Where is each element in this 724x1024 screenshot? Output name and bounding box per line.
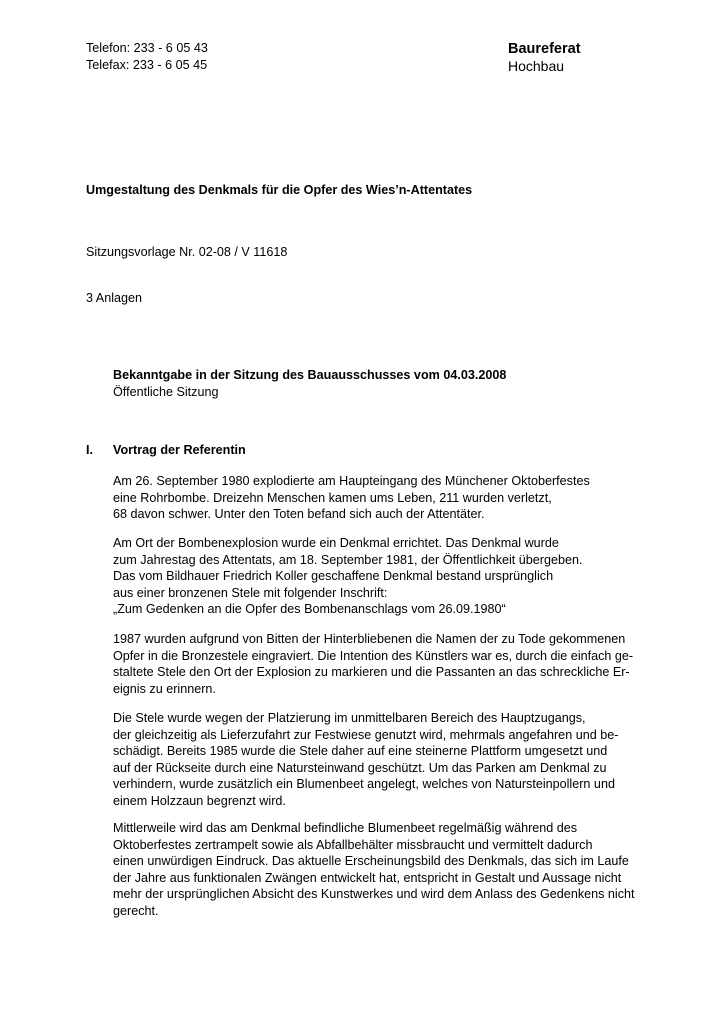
paragraph (113, 820, 673, 920)
session-type: Öffentliche Sitzung (113, 384, 219, 399)
text-line: schädigt. Bereits 1985 wurde die Stele daher auf eine steinerne Plattform umgesetzt und (113, 744, 608, 759)
section-heading: Vortrag der Referentin (113, 443, 246, 457)
paragraph (113, 631, 673, 697)
text-line: einem Holzzaun begrenzt wird. (113, 793, 286, 808)
text-line: aus einer bronzenen Stele mit folgender Inschrift: (113, 585, 388, 600)
announcement-line: Bekanntgabe in der Sitzung des Bauausschusses vom 04.03.2008 (113, 368, 507, 382)
reference-number: Sitzungsvorlage Nr. 02-08 / V 11618 (86, 245, 288, 259)
text-line: zum Jahrestag des Attentats, am 18. September 1981, der Öffentlichkeit übergeben. (113, 552, 583, 567)
text-line: verhindern, wurde zusätzlich ein Blumenbeet angelegt, welches von Natursteinpollern und (113, 777, 615, 792)
text-line: der gleichzeitig als Lieferzufahrt zur Festwiese genutzt wird, mehrmals angefahren und be- (113, 727, 619, 742)
text-line: der Jahre aus funktionalen Zwängen entwickelt hat, entspricht in Gestalt und Aussage nicht (113, 870, 622, 885)
fax-number: Telefax: 233 - 6 05 45 (86, 57, 208, 72)
announcement-block (113, 367, 506, 400)
text-line: gerecht. (113, 903, 159, 918)
text-line: auf der Rückseite durch eine Natursteinwand geschützt. Um das Parken am Denkmal zu (113, 760, 607, 775)
text-line: Opfer in die Bronzestele eingraviert. Die Intention des Künstlers war es, durch die einfach ge- (113, 648, 634, 663)
paragraph (113, 535, 673, 618)
contact-block (86, 40, 208, 73)
paragraph (113, 473, 673, 523)
department-block (508, 40, 581, 73)
text-line: 1987 wurden aufgrund von Bitten der Hinterbliebenen die Namen der zu Tode gekommenen (113, 632, 626, 646)
inscription-quote: „Zum Gedenken an die Opfer des Bombenanschlags vom 26.09.1980“ (113, 602, 506, 617)
document-title: Umgestaltung des Denkmals für die Opfer des Wies’n-Attentates (86, 183, 473, 197)
text-line: staltete Stele den Ort der Explosion zu markieren und die Passanten an das schreckliche Er- (113, 665, 630, 680)
text-line: eignis zu erinnern. (113, 681, 216, 696)
text-line: eine Rohrbombe. Dreizehn Menschen kamen ums Leben, 211 wurden verletzt, (113, 490, 552, 505)
text-line: Die Stele wurde wegen der Platzierung im unmittelbaren Bereich des Hauptzugangs, (113, 711, 586, 725)
text-line: einen unwürdigen Eindruck. Das aktuelle Erscheinungsbild des Denkmals, das sich im Laufe (113, 854, 629, 869)
phone-number: Telefon: 233 - 6 05 43 (86, 41, 208, 55)
department-unit: Hochbau (508, 57, 565, 74)
text-line: mehr der ursprünglichen Absicht des Kunstwerkes und wird dem Anlass des Gedenkens nicht (113, 887, 635, 902)
text-line: 68 davon schwer. Unter den Toten befand sich auch der Attentäter. (113, 507, 485, 522)
paragraph (113, 710, 673, 810)
department-name: Baureferat (508, 41, 581, 57)
text-line: Am Ort der Bombenexplosion wurde ein Denkmal errichtet. Das Denkmal wurde (113, 536, 559, 550)
text-line: Oktoberfestes zertrampelt sowie als Abfallbehälter missbraucht und vermittelt dadurch (113, 837, 593, 852)
text-line: Am 26. September 1980 explodierte am Haupteingang des Münchener Oktoberfestes (113, 474, 590, 488)
section-number: I. (86, 443, 93, 457)
attachments-count: 3 Anlagen (86, 291, 143, 305)
text-line: Das vom Bildhauer Friedrich Koller geschaffene Denkmal bestand ursprünglich (113, 569, 554, 584)
text-line: Mittlerweile wird das am Denkmal befindliche Blumenbeet regelmäßig während des (113, 821, 578, 835)
